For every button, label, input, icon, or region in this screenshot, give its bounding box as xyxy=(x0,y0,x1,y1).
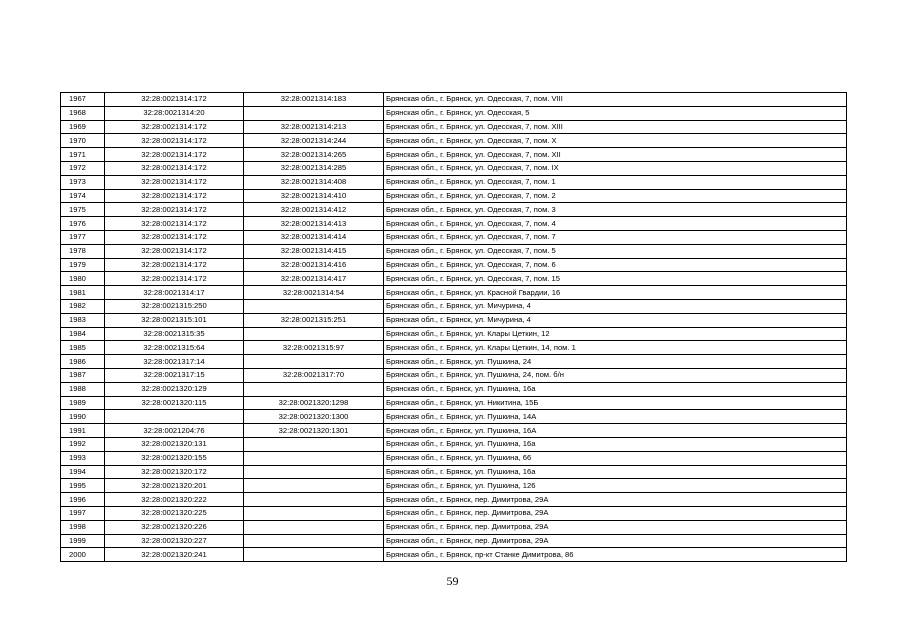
table-row xyxy=(61,286,847,300)
parcel-number-cell: 32:28:0021320:131 xyxy=(105,437,244,451)
object-number-cell xyxy=(244,437,384,451)
table-row xyxy=(61,451,847,465)
parcel-number-cell: 32:28:0021314:172 xyxy=(105,230,244,244)
table-row xyxy=(61,410,847,424)
row-number-cell: 1987 xyxy=(61,368,105,382)
parcel-number-cell: 32:28:0021204:76 xyxy=(105,424,244,438)
row-number-cell: 1982 xyxy=(61,299,105,313)
table-row xyxy=(61,134,847,148)
address-cell: Брянская обл., г. Брянск, ул. Пушкина, 16а xyxy=(384,465,847,479)
address-cell: Брянская обл., г. Брянск, пер. Димитрова, 29А xyxy=(384,493,847,507)
object-number-cell: 32:28:0021314:417 xyxy=(244,272,384,286)
parcel-number-cell: 32:28:0021315:250 xyxy=(105,299,244,313)
row-number-cell: 1985 xyxy=(61,341,105,355)
register-table-body xyxy=(61,93,847,562)
parcel-number-cell: 32:28:0021317:14 xyxy=(105,355,244,369)
parcel-number-cell: 32:28:0021320:225 xyxy=(105,506,244,520)
table-row xyxy=(61,175,847,189)
table-row xyxy=(61,217,847,231)
parcel-number-cell: 32:28:0021320:222 xyxy=(105,493,244,507)
object-number-cell: 32:28:0021314:415 xyxy=(244,244,384,258)
row-number-cell: 1986 xyxy=(61,355,105,369)
row-number-cell: 1990 xyxy=(61,410,105,424)
address-cell: Брянская обл., г. Брянск, ул. Пушкина, 24 xyxy=(384,355,847,369)
object-number-cell xyxy=(244,382,384,396)
address-cell: Брянская обл., г. Брянск, ул. Одесская, 7, пом. 5 xyxy=(384,244,847,258)
row-number-cell: 1992 xyxy=(61,437,105,451)
object-number-cell xyxy=(244,548,384,562)
address-cell: Брянская обл., г. Брянск, ул. Пушкина, 24, пом. б/н xyxy=(384,368,847,382)
parcel-number-cell: 32:28:0021314:17 xyxy=(105,286,244,300)
row-number-cell: 1984 xyxy=(61,327,105,341)
address-cell: Брянская обл., г. Брянск, пер. Димитрова, 29А xyxy=(384,534,847,548)
parcel-number-cell: 32:28:0021314:20 xyxy=(105,106,244,120)
object-number-cell xyxy=(244,506,384,520)
address-cell: Брянская обл., г. Брянск, ул. Одесская, 7, пом. XIII xyxy=(384,120,847,134)
object-number-cell: 32:28:0021314:412 xyxy=(244,203,384,217)
address-cell: Брянская обл., г. Брянск, ул. Никитина, 15Б xyxy=(384,396,847,410)
object-number-cell xyxy=(244,493,384,507)
object-number-cell: 32:28:0021314:244 xyxy=(244,134,384,148)
table-row xyxy=(61,506,847,520)
parcel-number-cell: 32:28:0021320:201 xyxy=(105,479,244,493)
object-number-cell: 32:28:0021314:413 xyxy=(244,217,384,231)
address-cell: Брянская обл., г. Брянск, пер. Димитрова, 29А xyxy=(384,520,847,534)
parcel-number-cell: 32:28:0021314:172 xyxy=(105,217,244,231)
parcel-number-cell xyxy=(105,410,244,424)
row-number-cell: 1967 xyxy=(61,93,105,107)
object-number-cell: 32:28:0021314:54 xyxy=(244,286,384,300)
row-number-cell: 1976 xyxy=(61,217,105,231)
table-row xyxy=(61,203,847,217)
address-cell: Брянская обл., г. Брянск, ул. Красной Гвардии, 16 xyxy=(384,286,847,300)
address-cell: Брянская обл., г. Брянск, ул. Пушкина, 16А xyxy=(384,424,847,438)
row-number-cell: 1991 xyxy=(61,424,105,438)
object-number-cell xyxy=(244,327,384,341)
parcel-number-cell: 32:28:0021314:172 xyxy=(105,120,244,134)
address-cell: Брянская обл., г. Брянск, ул. Одесская, 5 xyxy=(384,106,847,120)
object-number-cell: 32:28:0021320:1298 xyxy=(244,396,384,410)
address-cell: Брянская обл., г. Брянск, ул. Клары Цеткин, 14, пом. 1 xyxy=(384,341,847,355)
row-number-cell: 1975 xyxy=(61,203,105,217)
parcel-number-cell: 32:28:0021317:15 xyxy=(105,368,244,382)
table-row xyxy=(61,106,847,120)
row-number-cell: 1997 xyxy=(61,506,105,520)
object-number-cell: 32:28:0021320:1301 xyxy=(244,424,384,438)
object-number-cell: 32:28:0021314:416 xyxy=(244,258,384,272)
table-row xyxy=(61,148,847,162)
row-number-cell: 1998 xyxy=(61,520,105,534)
row-number-cell: 2000 xyxy=(61,548,105,562)
address-cell: Брянская обл., г. Брянск, ул. Мичурина, 4 xyxy=(384,313,847,327)
object-number-cell xyxy=(244,299,384,313)
table-row xyxy=(61,548,847,562)
row-number-cell: 1993 xyxy=(61,451,105,465)
parcel-number-cell: 32:28:0021320:227 xyxy=(105,534,244,548)
object-number-cell: 32:28:0021314:285 xyxy=(244,161,384,175)
object-number-cell: 32:28:0021314:265 xyxy=(244,148,384,162)
address-cell: Брянская обл., г. Брянск, ул. Одесская, 7, пом. VIII xyxy=(384,93,847,107)
row-number-cell: 1981 xyxy=(61,286,105,300)
object-number-cell xyxy=(244,355,384,369)
table-row xyxy=(61,189,847,203)
address-cell: Брянская обл., г. Брянск, ул. Одесская, 7, пом. 7 xyxy=(384,230,847,244)
address-cell: Брянская обл., г. Брянск, ул. Пушкина, 16а xyxy=(384,437,847,451)
parcel-number-cell: 32:28:0021320:155 xyxy=(105,451,244,465)
table-row xyxy=(61,313,847,327)
row-number-cell: 1971 xyxy=(61,148,105,162)
address-cell: Брянская обл., г. Брянск, ул. Одесская, 7, пом. 15 xyxy=(384,272,847,286)
object-number-cell xyxy=(244,465,384,479)
parcel-number-cell: 32:28:0021314:172 xyxy=(105,93,244,107)
table-row xyxy=(61,272,847,286)
address-cell: Брянская обл., г. Брянск, ул. Клары Цеткин, 12 xyxy=(384,327,847,341)
object-number-cell xyxy=(244,534,384,548)
row-number-cell: 1973 xyxy=(61,175,105,189)
table-row xyxy=(61,520,847,534)
object-number-cell xyxy=(244,479,384,493)
address-cell: Брянская обл., г. Брянск, ул. Одесская, 7, пом. IX xyxy=(384,161,847,175)
object-number-cell: 32:28:0021314:410 xyxy=(244,189,384,203)
parcel-number-cell: 32:28:0021314:172 xyxy=(105,175,244,189)
object-number-cell: 32:28:0021320:1300 xyxy=(244,410,384,424)
table-row xyxy=(61,534,847,548)
parcel-number-cell: 32:28:0021314:172 xyxy=(105,244,244,258)
table-row xyxy=(61,424,847,438)
row-number-cell: 1980 xyxy=(61,272,105,286)
table-row xyxy=(61,230,847,244)
table-row xyxy=(61,355,847,369)
parcel-number-cell: 32:28:0021315:64 xyxy=(105,341,244,355)
address-cell: Брянская обл., г. Брянск, ул. Одесская, 7, пом. 3 xyxy=(384,203,847,217)
parcel-number-cell: 32:28:0021315:35 xyxy=(105,327,244,341)
row-number-cell: 1988 xyxy=(61,382,105,396)
table-row xyxy=(61,327,847,341)
parcel-number-cell: 32:28:0021314:172 xyxy=(105,148,244,162)
table-row xyxy=(61,493,847,507)
table-row xyxy=(61,341,847,355)
row-number-cell: 1995 xyxy=(61,479,105,493)
address-cell: Брянская обл., г. Брянск, ул. Пушкина, 126 xyxy=(384,479,847,493)
address-cell: Брянская обл., г. Брянск, ул. Пушкина, 14А xyxy=(384,410,847,424)
row-number-cell: 1970 xyxy=(61,134,105,148)
address-cell: Брянская обл., г. Брянск, ул. Пушкина, 16а xyxy=(384,382,847,396)
row-number-cell: 1979 xyxy=(61,258,105,272)
row-number-cell: 1969 xyxy=(61,120,105,134)
object-number-cell: 32:28:0021314:213 xyxy=(244,120,384,134)
object-number-cell: 32:28:0021314:414 xyxy=(244,230,384,244)
table-row xyxy=(61,161,847,175)
parcel-number-cell: 32:28:0021320:129 xyxy=(105,382,244,396)
table-row xyxy=(61,120,847,134)
address-cell: Брянская обл., г. Брянск, ул. Одесская, 7, пом. 6 xyxy=(384,258,847,272)
object-number-cell xyxy=(244,520,384,534)
parcel-number-cell: 32:28:0021314:172 xyxy=(105,134,244,148)
object-number-cell xyxy=(244,106,384,120)
table-row xyxy=(61,382,847,396)
row-number-cell: 1989 xyxy=(61,396,105,410)
address-cell: Брянская обл., г. Брянск, ул. Пушкина, 66 xyxy=(384,451,847,465)
address-cell: Брянская обл., г. Брянск, пр-кт Станке Димитрова, 86 xyxy=(384,548,847,562)
parcel-number-cell: 32:28:0021320:172 xyxy=(105,465,244,479)
parcel-number-cell: 32:28:0021320:226 xyxy=(105,520,244,534)
parcel-number-cell: 32:28:0021320:115 xyxy=(105,396,244,410)
object-number-cell xyxy=(244,451,384,465)
parcel-number-cell: 32:28:0021320:241 xyxy=(105,548,244,562)
row-number-cell: 1968 xyxy=(61,106,105,120)
object-number-cell: 32:28:0021317:70 xyxy=(244,368,384,382)
row-number-cell: 1999 xyxy=(61,534,105,548)
row-number-cell: 1983 xyxy=(61,313,105,327)
parcel-number-cell: 32:28:0021314:172 xyxy=(105,203,244,217)
object-number-cell: 32:28:0021314:408 xyxy=(244,175,384,189)
table-row xyxy=(61,479,847,493)
table-row xyxy=(61,93,847,107)
table-row xyxy=(61,437,847,451)
address-cell: Брянская обл., г. Брянск, ул. Мичурина, 4 xyxy=(384,299,847,313)
parcel-number-cell: 32:28:0021314:172 xyxy=(105,258,244,272)
table-row xyxy=(61,465,847,479)
row-number-cell: 1994 xyxy=(61,465,105,479)
row-number-cell: 1972 xyxy=(61,161,105,175)
object-number-cell: 32:28:0021315:251 xyxy=(244,313,384,327)
address-cell: Брянская обл., г. Брянск, ул. Одесская, 7, пом. 4 xyxy=(384,217,847,231)
row-number-cell: 1978 xyxy=(61,244,105,258)
page-number: 59 xyxy=(446,574,459,588)
parcel-number-cell: 32:28:0021315:101 xyxy=(105,313,244,327)
address-cell: Брянская обл., г. Брянск, ул. Одесская, 7, пом. X xyxy=(384,134,847,148)
table-row xyxy=(61,244,847,258)
object-number-cell: 32:28:0021315:97 xyxy=(244,341,384,355)
parcel-number-cell: 32:28:0021314:172 xyxy=(105,161,244,175)
address-cell: Брянская обл., г. Брянск, ул. Одесская, 7, пом. 1 xyxy=(384,175,847,189)
address-cell: Брянская обл., г. Брянск, пер. Димитрова, 29А xyxy=(384,506,847,520)
property-register-table xyxy=(60,92,847,562)
row-number-cell: 1996 xyxy=(61,493,105,507)
row-number-cell: 1977 xyxy=(61,230,105,244)
object-number-cell: 32:28:0021314:183 xyxy=(244,93,384,107)
table-row xyxy=(61,368,847,382)
table-row xyxy=(61,258,847,272)
table-row xyxy=(61,299,847,313)
row-number-cell: 1974 xyxy=(61,189,105,203)
table-row xyxy=(61,396,847,410)
parcel-number-cell: 32:28:0021314:172 xyxy=(105,189,244,203)
parcel-number-cell: 32:28:0021314:172 xyxy=(105,272,244,286)
address-cell: Брянская обл., г. Брянск, ул. Одесская, 7, пом. 2 xyxy=(384,189,847,203)
address-cell: Брянская обл., г. Брянск, ул. Одесская, 7, пом. XII xyxy=(384,148,847,162)
